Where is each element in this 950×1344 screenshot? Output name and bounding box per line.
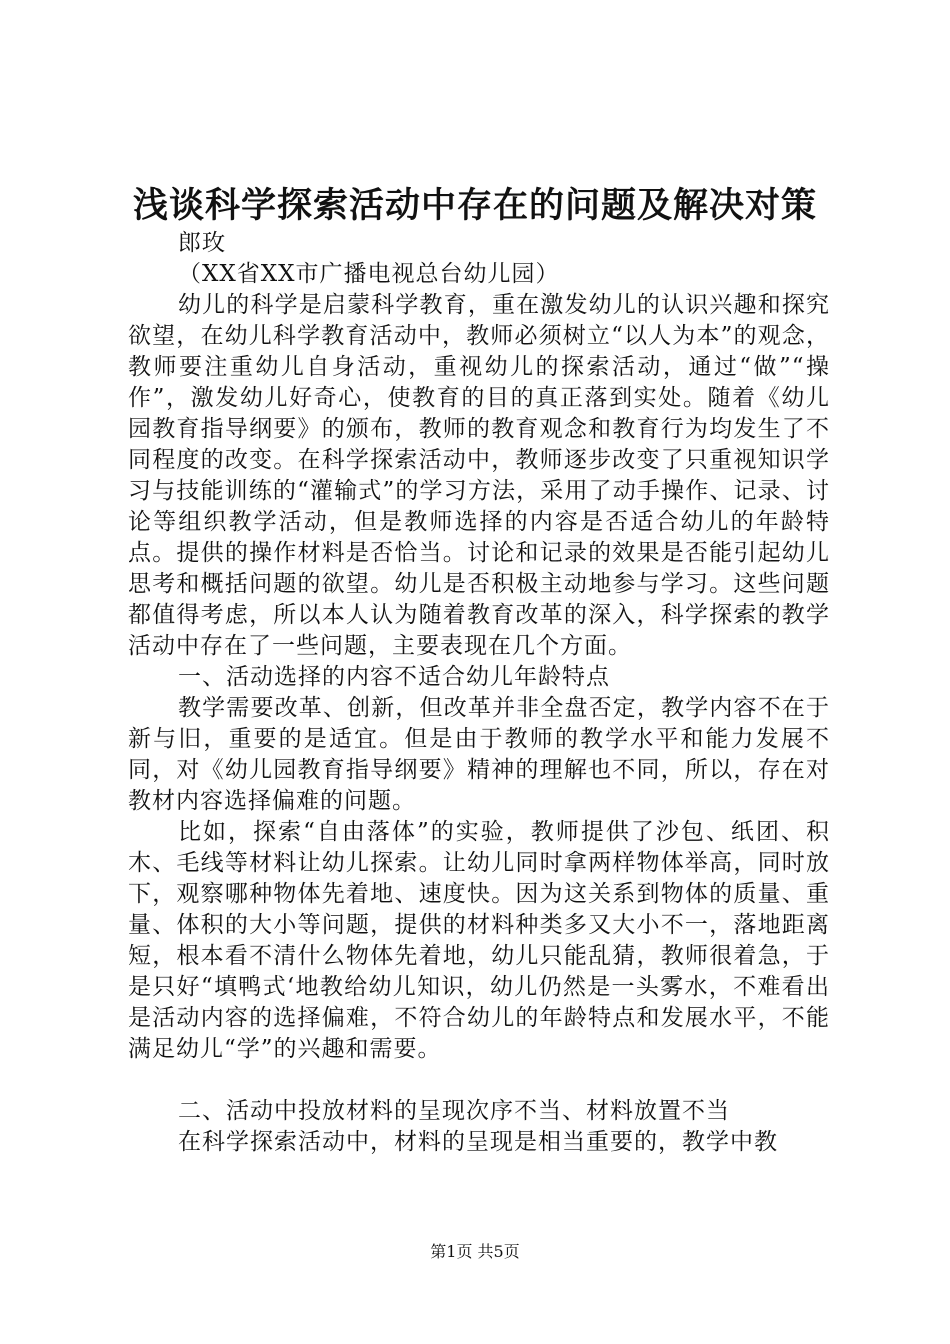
document-title: 浅谈科学探索活动中存在的问题及解决对策 bbox=[132, 185, 817, 226]
document-body bbox=[128, 228, 830, 1158]
author-line: 郎玫 bbox=[178, 230, 226, 256]
section-1-paragraph-2: 比如，探索“自由落体”的实验，教师提供了沙包、纸团、积木、毛线等材料让幼儿探索。让幼儿同时拿两样物体举高，同时放下，观察哪种物体先着地、速度快。因为这关系到物体的质量、重量、体积的大小等问题，提供的材料种类多又大小不一，落地距离短，根本看不清什么物体先着地，幼儿只能乱猜，教师很着急，于是只好“填鸭式‘地教给幼儿知识，幼儿仍然是一头雾水，不难看出是活动内容的选择偏难，不符合幼儿的年龄特点和发展水平，不能满足幼儿“学”的兴趣和需要。 bbox=[128, 819, 830, 1062]
section-heading-1: 一、活动选择的内容不适合幼儿年龄特点 bbox=[178, 664, 610, 690]
affiliation-line: （XX省XX市广播电视总台幼儿园） bbox=[178, 261, 560, 287]
section-heading-2: 二、活动中投放材料的呈现次序不当、材料放置不当 bbox=[178, 1098, 730, 1124]
section-1-paragraph-1: 教学需要改革、创新，但改革并非全盘否定，教学内容不在于新与旧，重要的是适宜。但是由于教师的教学水平和能力发展不同，对《幼儿园教育指导纲要》精神的理解也不同，所以，存在对教材内容选择偏难的问题。 bbox=[128, 695, 830, 814]
page-footer: 第1页 共5页 bbox=[430, 1242, 520, 1261]
section-2-paragraph-1: 在科学探索活动中，材料的呈现是相当重要的，教学中教 bbox=[178, 1129, 778, 1155]
intro-paragraph: 幼儿的科学是启蒙科学教育，重在激发幼儿的认识兴趣和探究欲望，在幼儿科学教育活动中，教师必须树立“以人为本”的观念，教师要注重幼儿自身活动，重视幼儿的探索活动，通过“做”“操作”，激发幼儿好奇心，使教育的目的真正落到实处。随着《幼儿园教育指导纲要》的颁布，教师的教育观念和教育行为均发生了不同程度的改变。在科学探索活动中，教师逐步改变了只重视知识学习与技能训练的“灌输式”的学习方法，采用了动手操作、记录、讨论等组织教学活动，但是教师选择的内容是否适合幼儿的年龄特点。提供的操作材料是否恰当。讨论和记录的效果是否能引起幼儿思考和概括问题的欲望。幼儿是否积极主动地参与学习。这些问题都值得考虑，所以本人认为随着教育改革的深入，科学探索的教学活动中存在了一些问题，主要表现在几个方面。 bbox=[128, 292, 830, 659]
